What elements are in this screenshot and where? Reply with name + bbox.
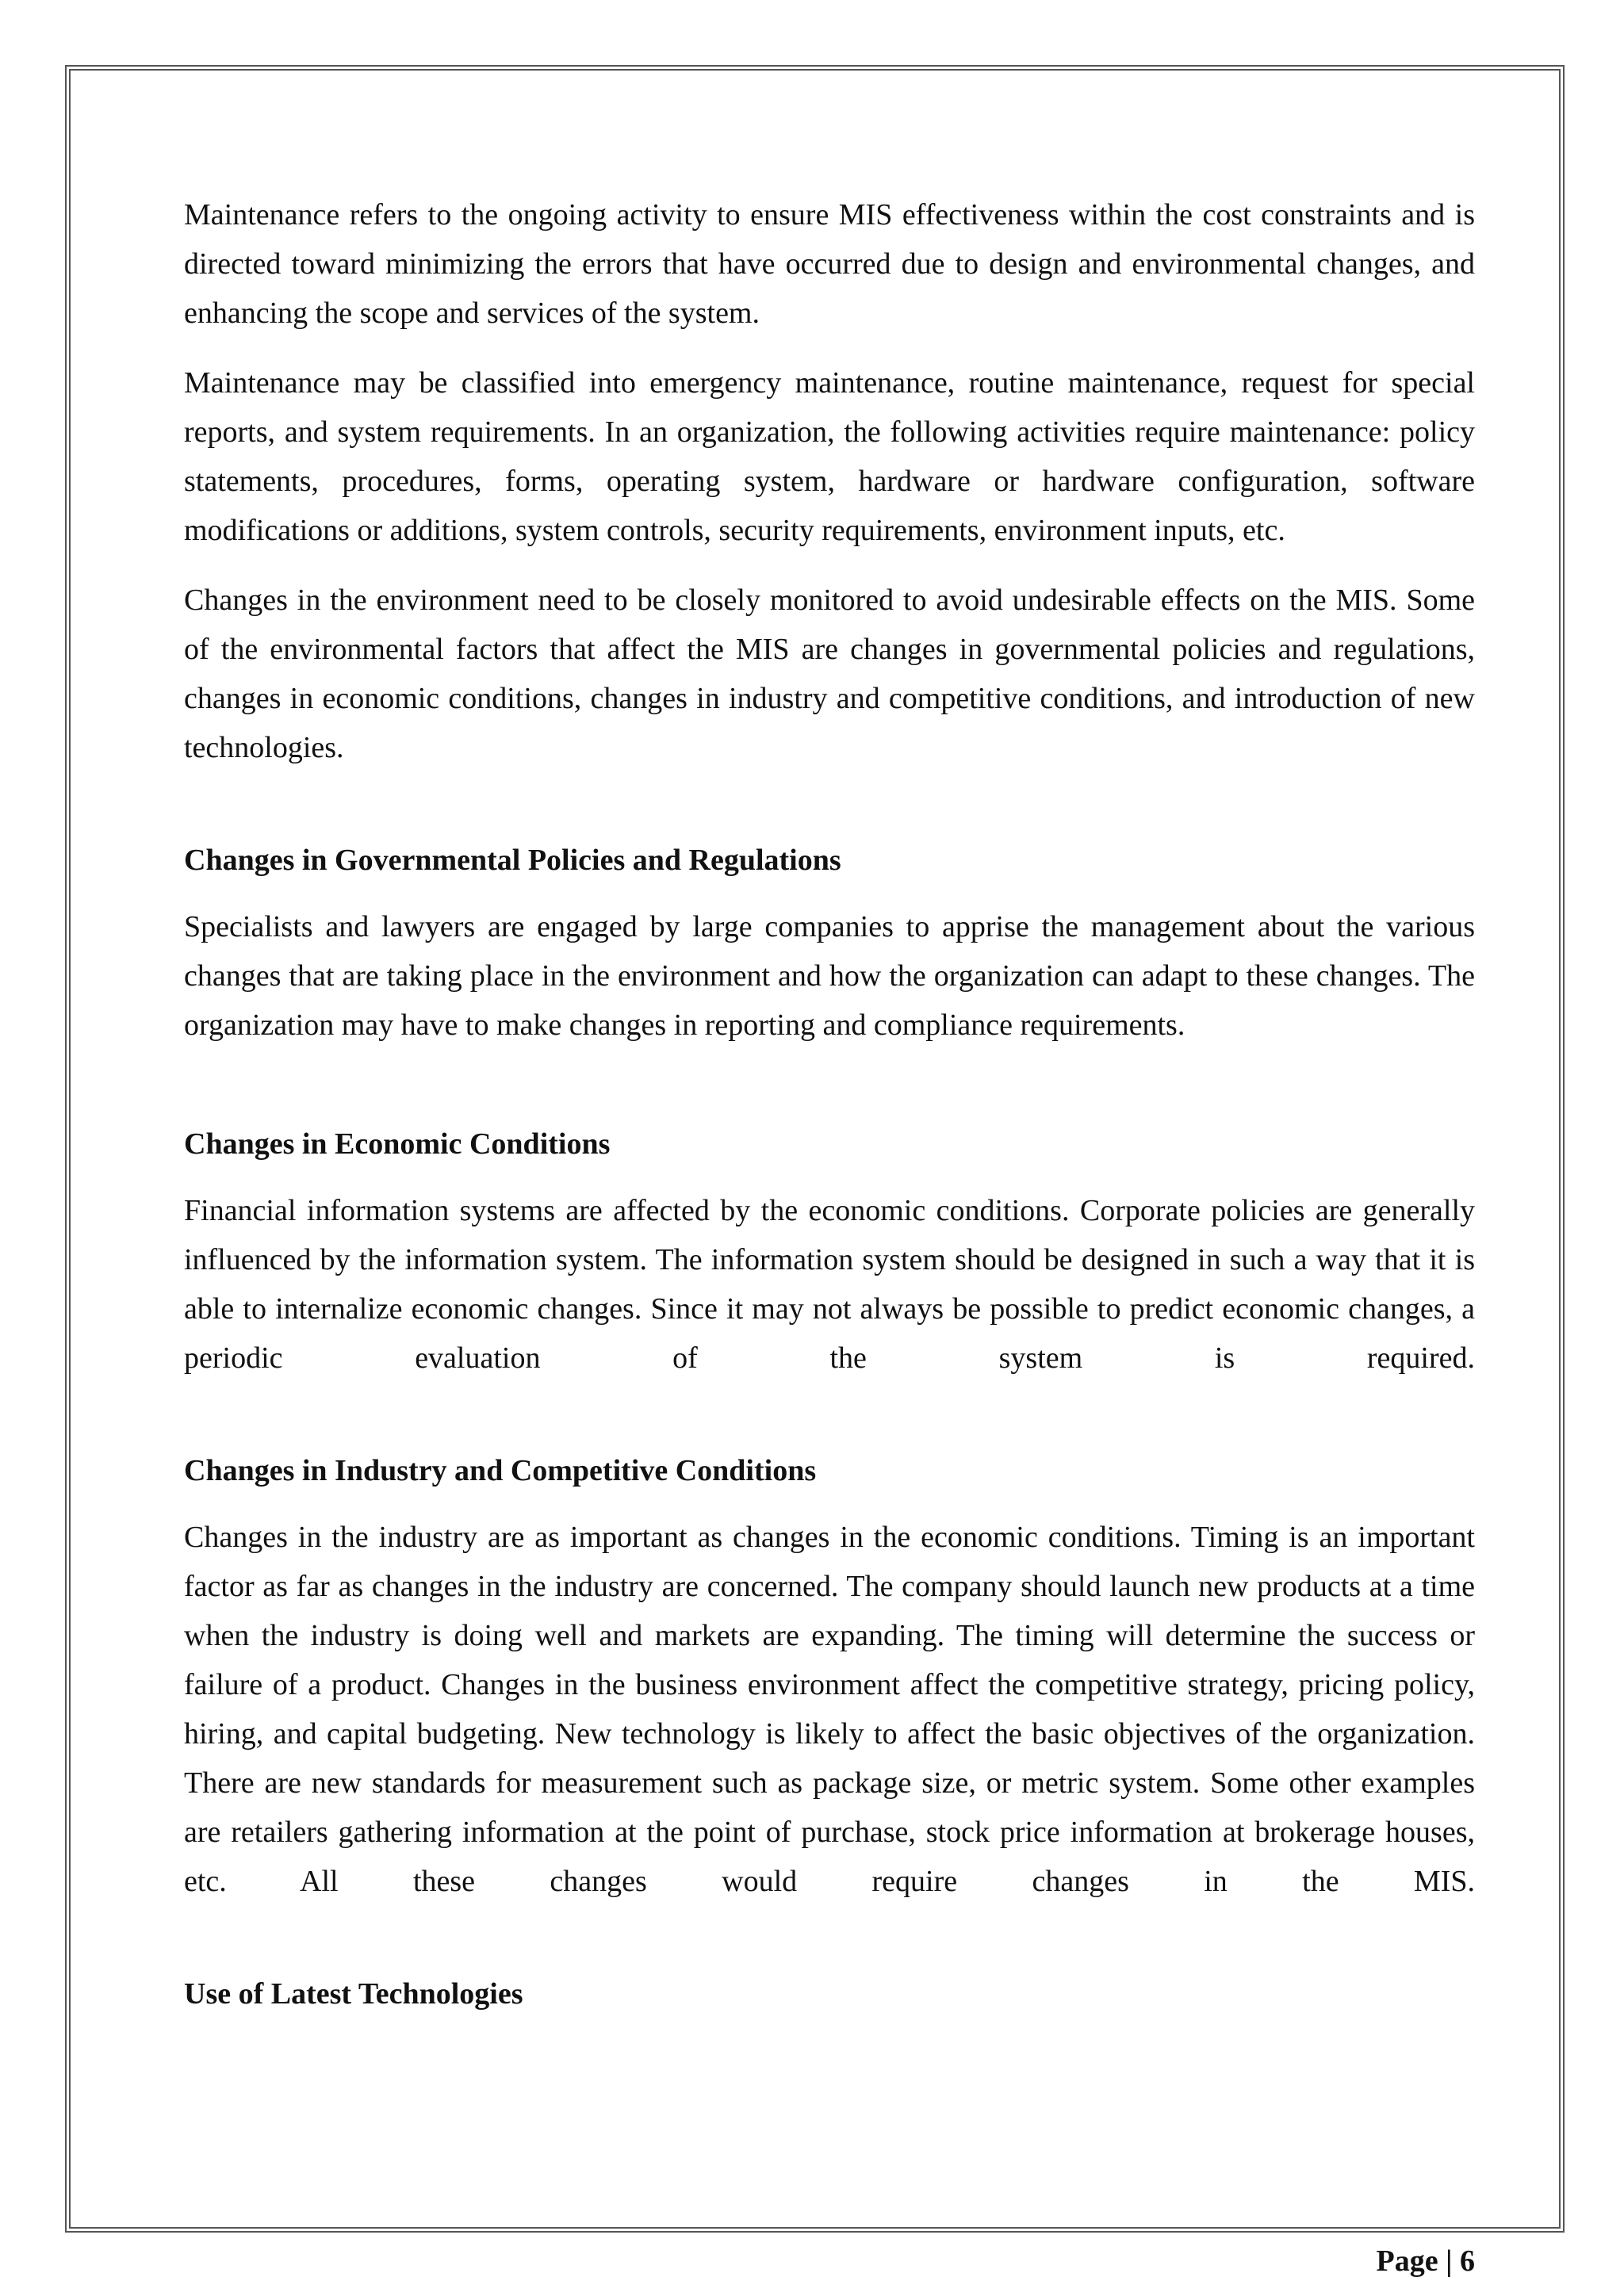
page-number: Page | 6 — [1376, 2244, 1475, 2278]
paragraph-maintenance-classification: Maintenance may be classified into emergency maintenance, routine maintenance, request for special reports, and system requirements. In an organization, the following activities require maintenance: policy statements, procedures, forms, operating system, hardware or hardware configuration, software modifications or additions, system controls, security requirements, environment inputs, etc. — [184, 366, 1475, 547]
paragraph-environment-changes: Changes in the environment need to be closely monitored to avoid undesirable effects on the MIS. Some of the environmental factors that affect the MIS are changes in governmental policies and regulations, changes in economic conditions, changes in industry and competitive conditions, and introduction of new technologies. — [184, 584, 1475, 764]
document-body — [184, 190, 1475, 2036]
paragraph-industry-conditions: Changes in the industry are as important as changes in the economic conditions. Timing is an important factor as far as changes in the industry are concerned. The company should launch new products at a time when the industry is doing well and markets are expanding. The timing will determine the success or failure of a product. Changes in the business environment affect the competitive strategy, pricing policy, hiring, and capital budgeting. New technology is likely to affect the basic objectives of the organization. There are new standards for measurement such as package size, or metric system. Some other examples are retailers gathering information at the point of purchase, stock price information at brokerage houses, etc. All these changes would require changes in the MIS. — [184, 1521, 1475, 1898]
spacer — [184, 1403, 1475, 1446]
paragraph-governmental-policies: Specialists and lawyers are engaged by large companies to apprise the management about the various changes that are taking place in the environment and how the organization can adapt to these changes. The organization may have to make changes in reporting and compliance requirements. — [184, 910, 1475, 1042]
spacer — [184, 1927, 1475, 1969]
spacer — [184, 793, 1475, 836]
heading-latest-technologies: Use of Latest Technologies — [184, 1977, 523, 2011]
heading-governmental-policies: Changes in Governmental Policies and Regulations — [184, 844, 841, 877]
heading-industry-conditions: Changes in Industry and Competitive Conditions — [184, 1454, 817, 1487]
heading-economic-conditions: Changes in Economic Conditions — [184, 1127, 611, 1161]
paragraph-economic-conditions: Financial information systems are affected by the economic conditions. Corporate policies are generally influenced by the information system. The information system should be designed in such a way that it is able to internalize economic changes. Since it may not always be possible to predict economic changes, a periodic evaluation of the system is required. — [184, 1194, 1475, 1375]
spacer — [184, 1070, 1475, 1119]
paragraph-maintenance-definition: Maintenance refers to the ongoing activity to ensure MIS effectiveness within the cost constraints and is directed toward minimizing the errors that have occurred due to design and environmental changes, and enhancing the scope and services of the system. — [184, 198, 1475, 330]
